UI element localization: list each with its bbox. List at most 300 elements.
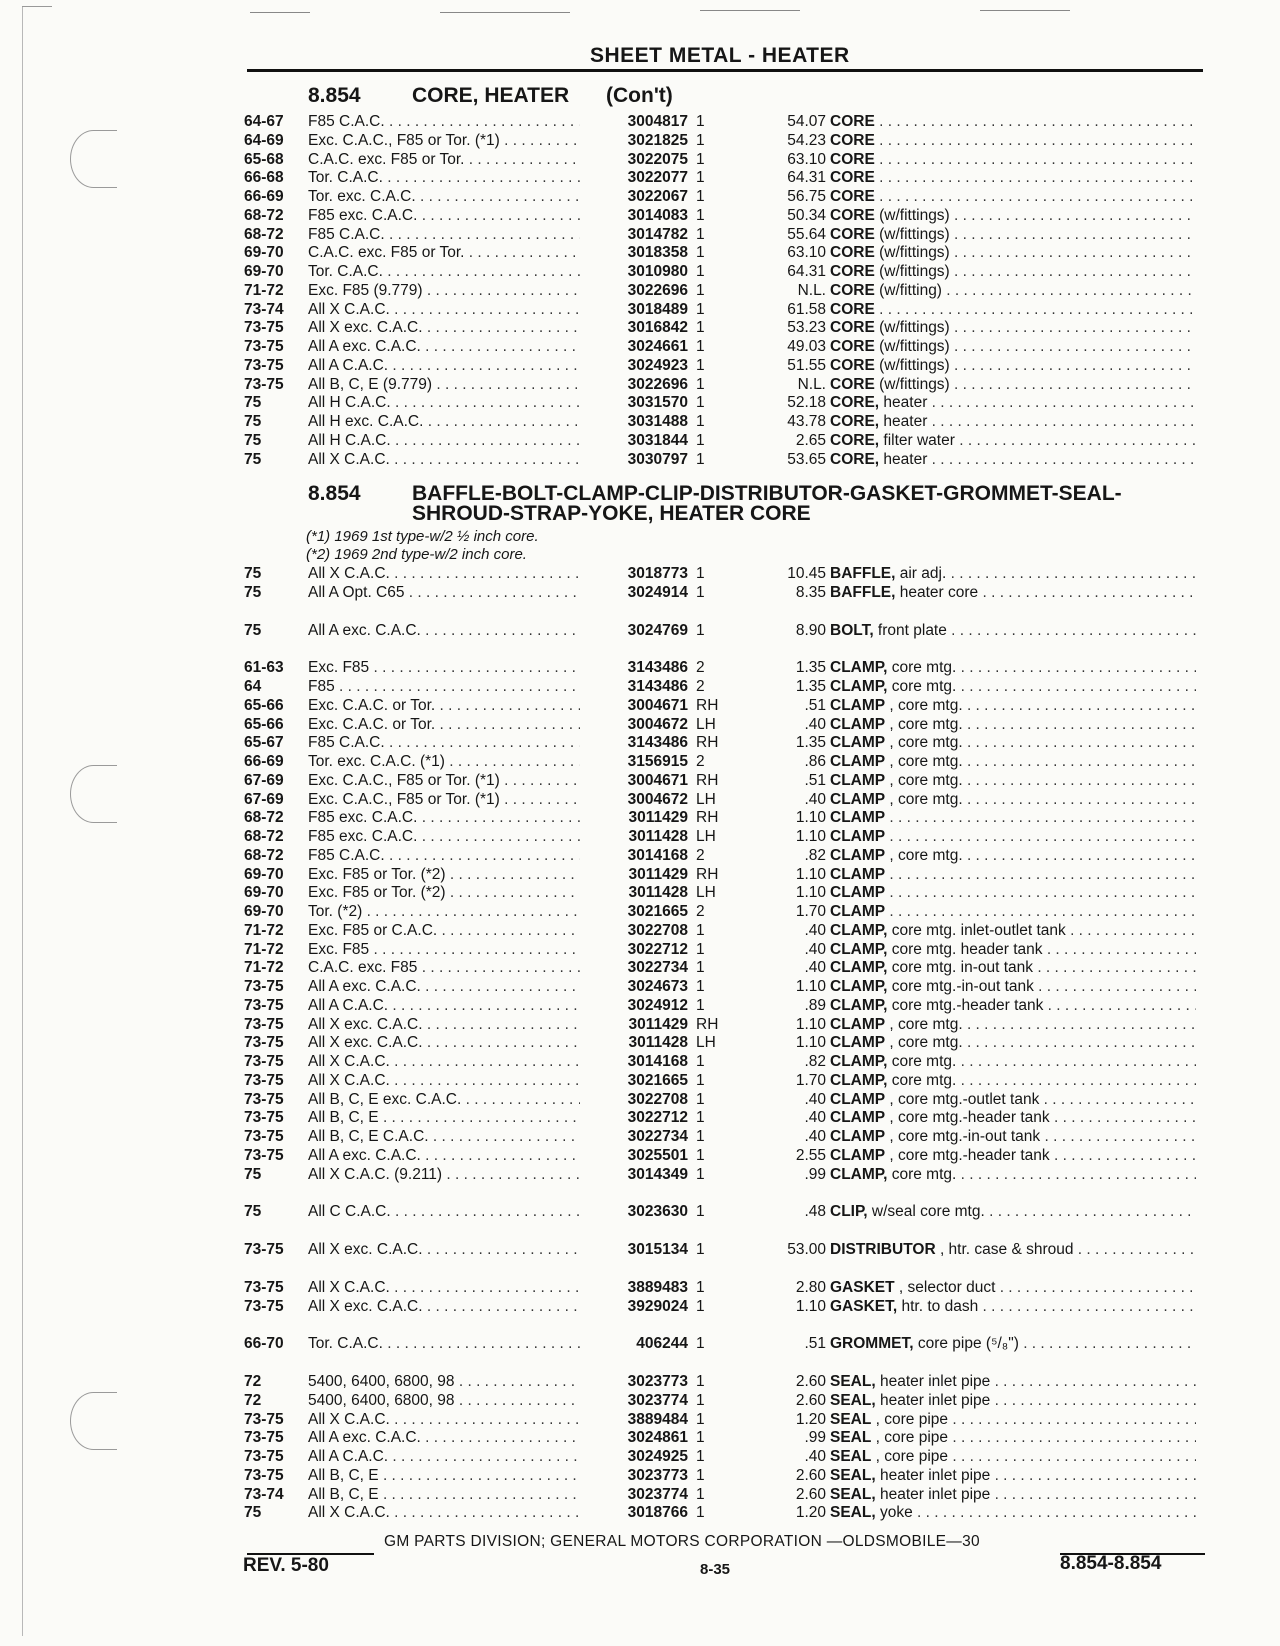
part-description: [830, 752, 1196, 771]
scan-artifact: [440, 12, 570, 13]
part-description: [830, 583, 1196, 602]
part-number: 3014083: [627, 206, 688, 224]
table-row: [244, 1108, 1204, 1127]
part-number: 3031488: [627, 413, 688, 430]
table-row: [244, 225, 1204, 244]
model-application: Exc. F85 or Tor. (*2) . . .: [308, 865, 580, 884]
part-number: 3024861: [627, 1429, 688, 1447]
section-heading-hardware: [308, 482, 1122, 525]
part-name: SEAL: [830, 1429, 872, 1447]
price: 1.10: [795, 1034, 826, 1052]
part-description: [830, 921, 1196, 940]
model-year: 75: [244, 450, 262, 468]
quantity: 1: [696, 225, 705, 243]
model-application: Tor. C.A.C. . . .: [308, 168, 580, 187]
part-name: CLAMP: [830, 846, 886, 864]
quantity: 1: [696, 1128, 705, 1145]
part-name: GROMMET,: [830, 1335, 914, 1353]
model-year: 73-75: [244, 1448, 284, 1465]
model-year: 75: [244, 1203, 262, 1221]
model-application: F85 . . .: [308, 677, 580, 696]
part-name: CLAMP: [830, 753, 886, 770]
price: 53.65: [787, 450, 826, 468]
price: .40: [804, 715, 826, 733]
model-application: Exc. C.A.C., F85 or Tor. (*1) . . .: [308, 131, 580, 150]
model-year: 72: [244, 1391, 262, 1409]
quantity: 2: [696, 678, 705, 695]
part-number: 3016842: [627, 319, 688, 337]
model-application: All H C.A.C. . . .: [308, 431, 580, 450]
table-row: [244, 131, 1204, 150]
model-application: All X exc. C.A.C. . . .: [308, 1240, 580, 1259]
price: 8.35: [795, 583, 826, 601]
part-description: [830, 412, 1196, 431]
part-description: [830, 318, 1196, 337]
part-description: [830, 1428, 1196, 1447]
part-description: [830, 243, 1196, 262]
table-row: [244, 318, 1204, 337]
part-detail: , core mtg.: [885, 1034, 963, 1052]
section-title-line2: SHROUD-STRAP-YOKE, HEATER CORE: [412, 502, 811, 525]
table-row: [244, 393, 1204, 412]
quantity: 1: [696, 1203, 705, 1221]
model-application: Exc. C.A.C., F85 or Tor. (*1) . . .: [308, 790, 580, 809]
part-description: [830, 1071, 1196, 1090]
price: 63.10: [787, 244, 826, 262]
quantity: 1: [696, 413, 705, 430]
table-row: [244, 1090, 1204, 1109]
price: 2.60: [795, 1466, 826, 1484]
price: .40: [804, 1090, 826, 1108]
table-row: [244, 412, 1204, 431]
model-year: 73-75: [244, 1466, 284, 1484]
part-name: CLAMP,: [830, 1053, 888, 1070]
scan-artifact: [980, 10, 1070, 11]
section-number: 8.854: [308, 482, 361, 505]
part-number: 406244: [636, 1335, 688, 1353]
quantity: 1: [696, 1448, 705, 1465]
model-application: C.A.C. exc. F85 or Tor. . . .: [308, 150, 580, 169]
model-year: 69-70: [244, 884, 284, 902]
table-row: [244, 621, 1204, 640]
part-detail: , core pipe: [871, 1448, 949, 1465]
part-detail: , core pipe: [871, 1429, 949, 1447]
part-name: CLAMP: [830, 1128, 886, 1145]
model-application: All A C.A.C. . . .: [308, 1447, 580, 1466]
part-detail: , core mtg.: [885, 715, 963, 733]
price: 53.00: [787, 1241, 826, 1258]
part-number: 3024661: [627, 338, 688, 355]
price: 2.65: [795, 431, 826, 449]
model-application: All X C.A.C. . . .: [308, 1278, 580, 1297]
part-number: 3030797: [627, 450, 688, 468]
part-description: [830, 206, 1196, 225]
part-number: 3024923: [627, 356, 688, 374]
model-year: 75: [244, 413, 262, 430]
price: 1.70: [795, 903, 826, 920]
page-edge-corner: [22, 6, 52, 7]
model-year: 64: [244, 678, 262, 695]
part-name: CORE: [830, 188, 875, 205]
part-name: CLAMP: [830, 696, 886, 714]
part-name: CORE,: [830, 431, 880, 449]
model-application: All B, C, E C.A.C. . . .: [308, 1127, 580, 1146]
model-year: 73-75: [244, 1090, 284, 1108]
part-name: CLAMP: [830, 715, 886, 733]
price: 61.58: [787, 300, 826, 318]
section-title-line1: BAFFLE-BOLT-CLAMP-CLIP-DISTRIBUTOR-GASKET-GROMMET-SEAL-: [412, 482, 1122, 505]
part-number: 3021665: [627, 903, 688, 920]
part-number: 3929024: [627, 1297, 688, 1315]
price: 1.35: [795, 659, 826, 677]
table-row: [244, 1485, 1204, 1504]
part-description: [830, 658, 1196, 677]
table-row: [244, 1428, 1204, 1447]
part-number: 3143486: [627, 678, 688, 695]
table-row: [244, 827, 1204, 846]
price: 56.75: [787, 188, 826, 205]
price: .40: [804, 921, 826, 939]
part-detail: core mtg.: [887, 1071, 957, 1089]
quantity: 1: [696, 338, 705, 355]
table-row: [244, 808, 1204, 827]
part-description: [830, 883, 1196, 902]
price: 51.55: [787, 356, 826, 374]
model-year: 73-75: [244, 356, 284, 374]
part-description: [830, 1052, 1196, 1071]
part-detail: air adj.: [895, 565, 947, 582]
quantity: 1: [696, 450, 705, 468]
model-year: 73-75: [244, 996, 284, 1014]
model-year: 68-72: [244, 809, 284, 827]
part-description: [830, 225, 1196, 244]
model-application: F85 C.A.C. . . .: [308, 112, 580, 131]
part-number: 3011428: [628, 828, 688, 845]
model-application: All X C.A.C. . . .: [308, 1071, 580, 1090]
section-range: 8.854-8.854: [1060, 1553, 1162, 1574]
part-name: SEAL,: [830, 1373, 876, 1390]
table-row: [244, 168, 1204, 187]
part-number: 3021825: [627, 131, 688, 149]
model-application: Exc. C.A.C. or Tor. . . .: [308, 715, 580, 734]
table-row: [244, 1466, 1204, 1485]
quantity: RH: [696, 771, 719, 789]
part-number: 3018773: [627, 565, 688, 582]
part-detail: core mtg.: [887, 659, 957, 677]
quantity: 1: [696, 1165, 705, 1183]
price: .40: [804, 790, 826, 808]
part-name: CORE: [830, 300, 875, 318]
price: .89: [804, 996, 826, 1014]
table-row: [244, 1071, 1204, 1090]
model-year: 66-69: [244, 753, 284, 770]
part-detail: core mtg.: [887, 1053, 957, 1070]
part-name: CORE: [830, 150, 875, 168]
table-row: [244, 450, 1204, 469]
table-row: [244, 1240, 1204, 1259]
table-row: [244, 431, 1204, 450]
part-detail: (w/fittings): [874, 206, 950, 224]
part-number: 3022708: [627, 921, 688, 939]
part-detail: core mtg. inlet-outlet tank: [887, 921, 1066, 939]
part-description: [830, 865, 1196, 884]
price: 2.55: [795, 1146, 826, 1164]
part-description: [830, 827, 1196, 846]
part-name: CORE: [830, 281, 875, 299]
quantity: 1: [696, 940, 705, 958]
model-year: 65-68: [244, 150, 284, 168]
quantity: 1: [696, 150, 705, 168]
part-number: 3018358: [627, 244, 688, 262]
quantity: RH: [696, 696, 719, 714]
price: .48: [804, 1203, 826, 1221]
part-name: CLAMP,: [830, 921, 888, 939]
model-application: C.A.C. exc. F85 . . .: [308, 958, 580, 977]
part-name: CORE: [830, 131, 875, 149]
part-name: CLAMP: [830, 771, 886, 789]
model-year: 75: [244, 394, 262, 412]
part-description: [830, 1485, 1196, 1504]
part-name: CLAMP,: [830, 978, 888, 995]
part-name: CLAMP: [830, 828, 886, 845]
quantity: 1: [696, 188, 705, 205]
part-detail: , core mtg.-in-out tank: [885, 1128, 1041, 1145]
model-application: All A exc. C.A.C. . . .: [308, 977, 580, 996]
model-application: C.A.C. exc. F85 or Tor. . . .: [308, 243, 580, 262]
part-number: 3011429: [628, 1015, 688, 1033]
table-row: [244, 281, 1204, 300]
model-year: 75: [244, 431, 262, 449]
price: 1.10: [795, 1015, 826, 1033]
model-application: All A exc. C.A.C. . . .: [308, 621, 580, 640]
part-description: [830, 431, 1196, 450]
part-name: BAFFLE,: [830, 565, 896, 582]
part-description: [830, 677, 1196, 696]
quantity: 1: [696, 583, 705, 601]
quantity: 1: [696, 113, 705, 130]
table-row: [244, 1503, 1204, 1522]
part-description: [830, 846, 1196, 865]
table-row: [244, 243, 1204, 262]
model-application: All X C.A.C. . . .: [308, 1410, 580, 1429]
part-detail: , core mtg.: [885, 1015, 963, 1033]
quantity: 1: [696, 1278, 705, 1296]
model-year: 71-72: [244, 921, 284, 939]
table-row: [244, 883, 1204, 902]
part-detail: heater core: [895, 583, 979, 601]
price: 1.10: [795, 884, 826, 902]
part-name: SEAL,: [830, 1504, 876, 1522]
model-year: 73-74: [244, 300, 284, 318]
quantity: 1: [696, 431, 705, 449]
model-year: 73-75: [244, 1429, 284, 1447]
model-year: 69-70: [244, 865, 284, 883]
model-year: 73-75: [244, 1109, 284, 1127]
section-continued: (Con't): [606, 84, 673, 107]
footnote-1: (*1) 1969 1st type-w/2 ½ inch core.: [306, 528, 539, 545]
price: 1.70: [795, 1071, 826, 1089]
table-row: [244, 1127, 1204, 1146]
part-description: [830, 1391, 1196, 1410]
part-number: 3022734: [627, 959, 688, 977]
part-name: CLIP,: [830, 1203, 868, 1221]
quantity: 1: [696, 169, 705, 187]
part-number: 3889483: [627, 1278, 688, 1296]
model-application: All H C.A.C. . . .: [308, 393, 580, 412]
part-description: [830, 150, 1196, 169]
part-number: 3011428: [628, 884, 688, 902]
part-detail: (w/fitting): [874, 281, 942, 299]
part-description: [830, 621, 1196, 640]
model-application: All H exc. C.A.C. . . .: [308, 412, 580, 431]
quantity: 1: [696, 356, 705, 374]
section-number: 8.854: [308, 84, 361, 107]
part-name: CORE,: [830, 413, 880, 430]
part-number: 3021665: [627, 1071, 688, 1089]
table-row: [244, 356, 1204, 375]
model-application: All X C.A.C. . . .: [308, 564, 580, 583]
model-year: 71-72: [244, 940, 284, 958]
model-year: 73-75: [244, 1053, 284, 1070]
table-row: [244, 752, 1204, 771]
model-application: Tor. exc. C.A.C. . . .: [308, 187, 580, 206]
table-row: [244, 846, 1204, 865]
model-application: Tor. C.A.C. . . .: [308, 1334, 580, 1353]
price: .40: [804, 959, 826, 977]
table-row: [244, 771, 1204, 790]
quantity: 1: [696, 1071, 705, 1089]
model-application: Tor. exc. C.A.C. (*1) . . .: [308, 752, 580, 771]
part-detail: htr. to dash: [897, 1297, 979, 1315]
part-number: 3143486: [627, 659, 688, 677]
model-year: 73-75: [244, 375, 284, 393]
model-year: 69-70: [244, 263, 284, 280]
scan-artifact: [700, 10, 800, 11]
model-application: Exc. F85 . . .: [308, 940, 580, 959]
quantity: LH: [696, 790, 716, 808]
part-name: CORE: [830, 263, 875, 280]
price: 55.64: [787, 225, 826, 243]
header-rule: [247, 69, 1203, 72]
part-detail: core mtg. in-out tank: [887, 959, 1034, 977]
table-row: [244, 375, 1204, 394]
price: .86: [804, 753, 826, 770]
part-detail: , core mtg.: [885, 753, 963, 770]
table-row: [244, 1278, 1204, 1297]
part-name: CLAMP: [830, 884, 886, 902]
part-number: 3023774: [627, 1391, 688, 1409]
part-detail: , core mtg.: [885, 846, 963, 864]
table-row: [244, 1297, 1204, 1316]
part-number: 3023630: [627, 1203, 688, 1221]
model-year: 69-70: [244, 903, 284, 920]
part-detail: filter water: [879, 431, 955, 449]
quantity: 1: [696, 1485, 705, 1503]
part-description: [830, 977, 1196, 996]
price: 52.18: [787, 394, 826, 412]
model-year: 73-75: [244, 1015, 284, 1033]
part-detail: , core mtg.-header tank: [885, 1109, 1050, 1127]
quantity: 1: [696, 1391, 705, 1409]
part-name: CORE,: [830, 450, 880, 468]
part-name: CLAMP,: [830, 659, 888, 677]
part-description: [830, 300, 1196, 319]
model-year: 68-72: [244, 206, 284, 224]
part-name: CLAMP,: [830, 1165, 888, 1183]
table-row: [244, 1391, 1204, 1410]
model-application: Tor. C.A.C. . . .: [308, 262, 580, 281]
part-name: CORE: [830, 319, 875, 337]
table-row: [244, 715, 1204, 734]
quantity: RH: [696, 865, 719, 883]
part-name: CLAMP: [830, 790, 886, 808]
table-row: [244, 977, 1204, 996]
part-number: 3143486: [627, 734, 688, 752]
quantity: LH: [696, 1034, 716, 1052]
table-row: [244, 902, 1204, 921]
part-detail: (w/fittings): [874, 244, 950, 262]
price: 2.80: [795, 1278, 826, 1296]
part-detail: heater: [879, 450, 928, 468]
part-name: CLAMP: [830, 1015, 886, 1033]
part-number: 3004672: [627, 790, 688, 808]
model-year: 73-74: [244, 1485, 284, 1503]
part-name: CORE: [830, 375, 875, 393]
footer-publisher: GM PARTS DIVISION; GENERAL MOTORS CORPORATION —OLDSMOBILE—30: [384, 1533, 980, 1550]
part-description: [830, 1165, 1196, 1184]
price: 54.07: [787, 113, 826, 130]
part-name: CORE: [830, 169, 875, 187]
price: 10.45: [787, 565, 826, 582]
model-application: F85 exc. C.A.C. . . .: [308, 206, 580, 225]
part-detail: core mtg. header tank: [887, 940, 1043, 958]
model-application: Exc. F85 or C.A.C. . . .: [308, 921, 580, 940]
model-application: All X exc. C.A.C. . . .: [308, 318, 580, 337]
part-name: SEAL: [830, 1448, 872, 1465]
table-row: [244, 658, 1204, 677]
model-year: 68-72: [244, 846, 284, 864]
part-detail: , core mtg.: [885, 790, 963, 808]
model-application: All A C.A.C. . . .: [308, 356, 580, 375]
model-year: 75: [244, 565, 262, 582]
model-year: 75: [244, 1504, 262, 1522]
table-row: [244, 583, 1204, 602]
price: 1.35: [795, 734, 826, 752]
part-detail: (w/fittings): [874, 375, 950, 393]
model-year: 68-72: [244, 225, 284, 243]
model-year: 66-70: [244, 1335, 284, 1353]
model-application: Exc. C.A.C. or Tor. . . .: [308, 696, 580, 715]
table-row: [244, 996, 1204, 1015]
part-number: 3011429: [628, 809, 688, 827]
part-description: [830, 902, 1196, 921]
part-number: 3024673: [627, 978, 688, 995]
binder-hole-icon: [70, 130, 117, 188]
part-detail: , core mtg.: [885, 734, 963, 752]
part-name: BOLT,: [830, 621, 874, 639]
model-application: All A exc. C.A.C. . . .: [308, 1146, 580, 1165]
table-row: [244, 1052, 1204, 1071]
part-name: CORE: [830, 225, 875, 243]
part-description: [830, 733, 1196, 752]
quantity: 1: [696, 1504, 705, 1522]
model-year: 73-75: [244, 1146, 284, 1164]
table-row: [244, 206, 1204, 225]
model-application: All B, C, E (9.779) . . .: [308, 375, 580, 394]
table-row: [244, 958, 1204, 977]
model-application: F85 C.A.C. . . .: [308, 225, 580, 244]
quantity: 1: [696, 1410, 705, 1428]
